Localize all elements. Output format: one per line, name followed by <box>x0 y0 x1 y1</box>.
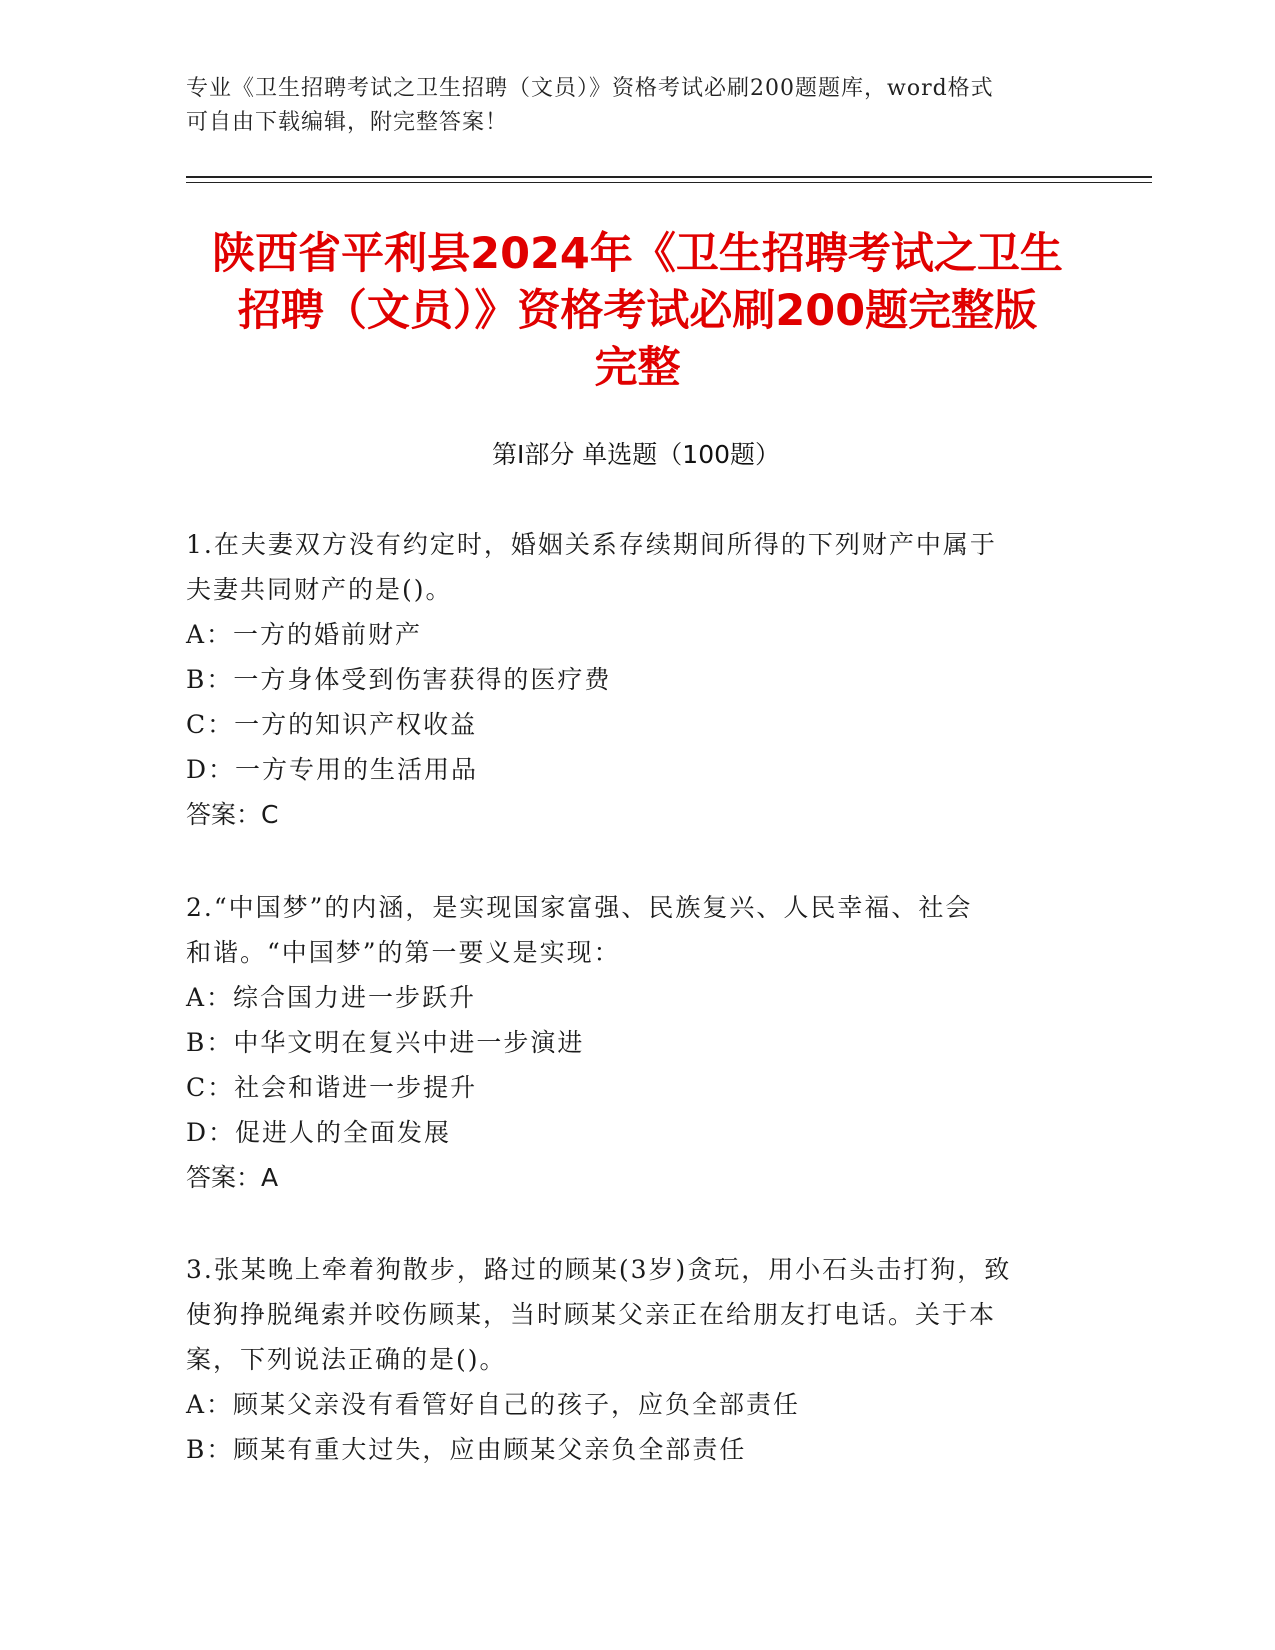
question-stem-line: 使狗挣脱绳索并咬伤顾某，当时顾某父亲正在给朋友打电话。关于本 <box>186 1300 997 1329</box>
header-note <box>186 72 1086 140</box>
question-1 <box>186 522 1086 837</box>
header-note-line-2: 可自由下载编辑，附完整答案！ <box>186 110 509 135</box>
option-b: B：顾某有重大过失，应由顾某父亲负全部责任 <box>186 1435 747 1464</box>
document-title <box>170 226 1105 397</box>
option-a: A：顾某父亲没有看管好自己的孩子，应负全部责任 <box>186 1390 801 1419</box>
header-note-line-1: 专业《卫生招聘考试之卫生招聘（文员）》资格考试必刷200题题库，word格式 <box>186 76 994 101</box>
option-a: A：综合国力进一步跃升 <box>186 983 477 1012</box>
question-stem-line: 1.在夫妻双方没有约定时，婚姻关系存续期间所得的下列财产中属于 <box>186 530 997 559</box>
option-d: D：一方专用的生活用品 <box>186 755 479 784</box>
document-title-line-2: 招聘（文员）》资格考试必刷200题完整版 <box>237 286 1038 336</box>
question-stem-line: 案，下列说法正确的是()。 <box>186 1345 507 1374</box>
question-stem <box>186 885 1086 975</box>
answer: 答案：A <box>186 1163 279 1192</box>
question-stem <box>186 1247 1086 1382</box>
option-c: C：社会和谐进一步提升 <box>186 1073 478 1102</box>
header-divider-thick <box>186 176 1152 178</box>
question-stem-line: 夫妻共同财产的是()。 <box>186 575 453 604</box>
question-stem-line: 3.张某晚上牵着狗散步，路过的顾某(3岁)贪玩，用小石头击打狗，致 <box>186 1255 1012 1284</box>
header-divider-thin <box>186 182 1152 183</box>
question-stem <box>186 522 1086 612</box>
question-stem-line: 2.“中国梦”的内涵，是实现国家富强、民族复兴、人民幸福、社会 <box>186 893 973 922</box>
option-d: D：促进人的全面发展 <box>186 1118 452 1147</box>
option-a: A：一方的婚前财产 <box>186 620 423 649</box>
answer: 答案：C <box>186 800 279 829</box>
section-heading: 第Ⅰ部分 单选题（100题） <box>491 440 781 469</box>
document-title-line-3: 完整 <box>594 343 681 393</box>
option-c: C：一方的知识产权收益 <box>186 710 478 739</box>
option-b: B：一方身体受到伤害获得的医疗费 <box>186 665 612 694</box>
question-stem-line: 和谐。“中国梦”的第一要义是实现： <box>186 938 621 967</box>
question-2 <box>186 885 1086 1200</box>
option-b: B：中华文明在复兴中进一步演进 <box>186 1028 585 1057</box>
question-3 <box>186 1247 1086 1472</box>
document-title-line-1: 陕西省平利县2024年《卫生招聘考试之卫生 <box>212 229 1063 279</box>
